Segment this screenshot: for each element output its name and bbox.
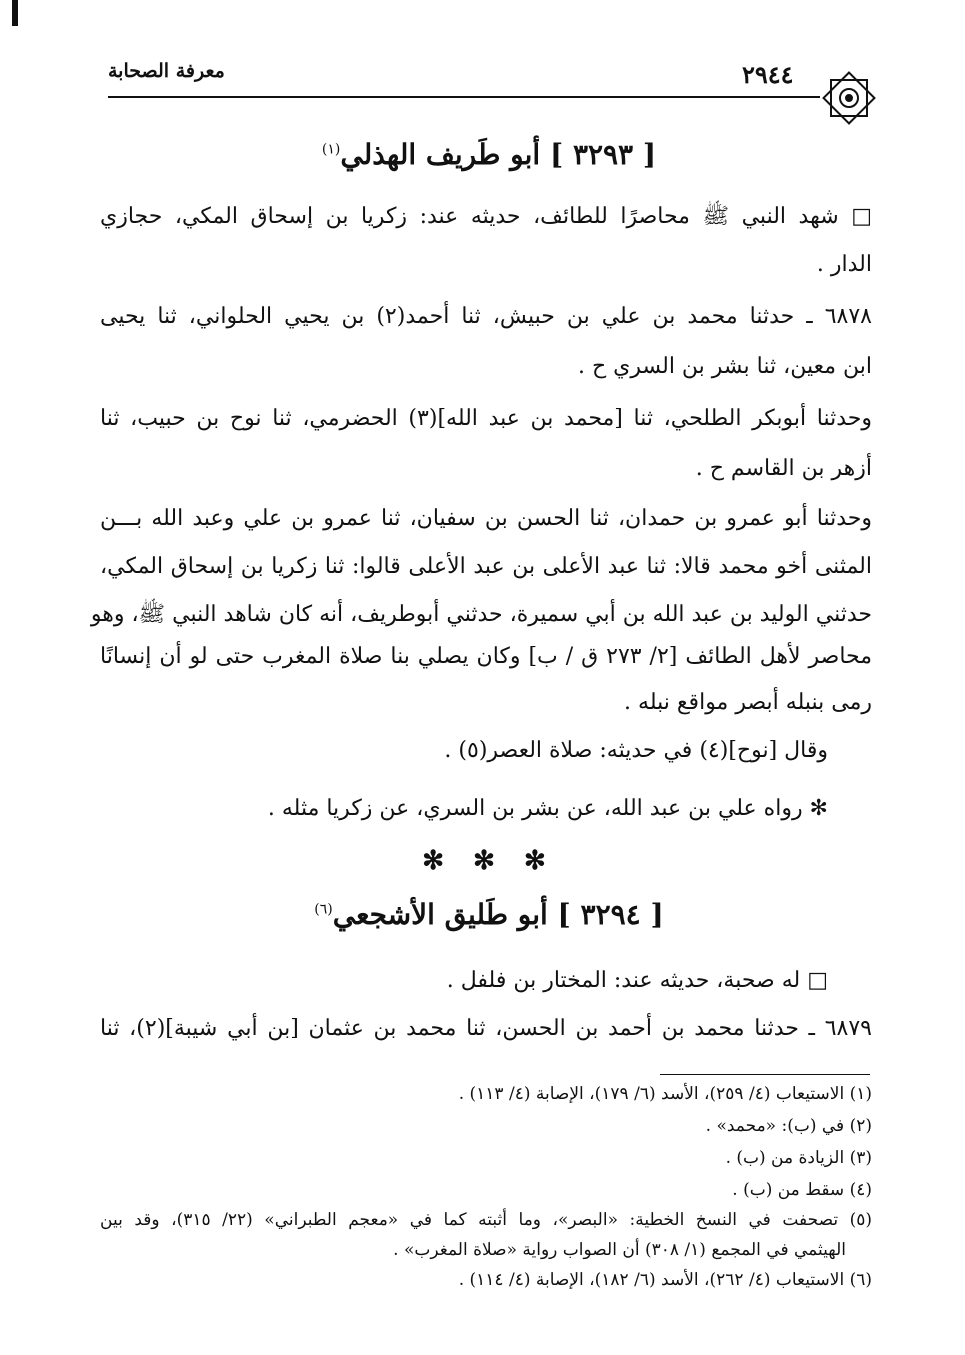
text-line: الدار . [816, 252, 872, 277]
entry-number: [ ٣٢٩٤ ] [557, 898, 664, 931]
text-line: محاصر لأهل الطائف [٢/ ٢٧٣ ق / ب] وكان يصلي بنا صلاة المغرب حتى لو أن إنسانًا [100, 644, 873, 669]
entry-name: أبو طَليق الأشجعي [332, 898, 548, 931]
entry-heading-3294 [108, 898, 870, 931]
entry-number: [ ٣٢٩٣ ] [549, 138, 657, 171]
text-line: ابن معين، ثنا بشر بن السري ح . [577, 354, 872, 379]
text-line: □ شهد النبي ﷺ محاصرًا للطائف، حديثه عند: زكريا بن إسحاق المكي، حجازي [100, 204, 872, 229]
ornament-icon [820, 66, 878, 130]
footnote-rule [660, 1074, 870, 1075]
text-line: ٦٨٧٩ ـ حدثنا محمد بن أحمد بن الحسن، ثنا محمد بن عثمان [بن أبي شيبة](٢)، ثنا [100, 1016, 872, 1041]
text-line: المثنى أخو محمد قالا: ثنا عبد الأعلى بن عبد الأعلى قالوا: ثنا زكريا بن إسحاق المكي، [100, 554, 872, 579]
scan-edge-mark [12, 0, 18, 26]
entry-heading-3293 [108, 138, 870, 171]
entry-name: أبو طَريف الهذلي [340, 138, 541, 171]
footnote-1: (١) الاستيعاب (٤/ ٢٥٩)، الأسد (٦/ ١٧٩)، الإصابة (٤/ ١١٣) . [458, 1084, 872, 1104]
text-line: ٦٨٧٨ ـ حدثنا محمد بن علي بن حبيش، ثنا أحمد(٢) بن يحيي الحلواني، ثنا يحيى [100, 304, 872, 329]
text-line: وحدثنا أبو عمرو بن حمدان، ثنا الحسن بن سفيان، ثنا عمرو بن علي وعبد الله بـــن [100, 506, 872, 531]
text-line: وحدثنا أبوبكر الطلحي، ثنا [محمد بن عبد الله](٣) الحضرمي، ثنا نوح بن حبيب، ثنا [100, 406, 872, 431]
footnote-3: (٣) الزيادة من (ب) . [725, 1148, 872, 1168]
footnote-5-cont: الهيثمي في المجمع (١/ ٣٠٨) أن الصواب رواية «صلاة المغرب» . [393, 1240, 846, 1260]
footnote-6: (٦) الاستيعاب (٤/ ٢٦٢)، الأسد (٦/ ١٨٢)، الإصابة (٤/ ١١٤) . [458, 1270, 872, 1290]
footnote-4: (٤) سقط من (ب) . [732, 1180, 872, 1200]
text-line: ✻ رواه علي بن عبد الله، عن بشر بن السري، عن زكريا مثله . [267, 796, 828, 821]
page-number: ٢٩٤٤ [742, 60, 794, 89]
footnote-5: (٥) تصحفت في النسخ الخطية: «البصر»، وما أثبته كما في «معجم الطبراني» (٢٢/ ٣١٥)، وقد بين [100, 1210, 872, 1230]
section-separator: ✻ ✻ ✻ [422, 846, 556, 876]
text-line: رمى بنبله أبصر مواقع نبله . [624, 690, 872, 715]
footnote-2: (٢) في (ب): «محمد» . [705, 1116, 872, 1136]
text-line: وقال [نوح](٤) في حديثه: صلاة العصر(٥) . [444, 738, 828, 763]
header-rule [108, 96, 820, 98]
footnote-ref: (١) [321, 141, 341, 158]
text-line: حدثني الوليد بن عبد الله بن أبي سميرة، حدثني أبوطريف، أنه كان شاهد النبي ﷺ، وهو [90, 602, 872, 627]
text-line: أزهر بن القاسم ح . [695, 456, 872, 481]
footnote-ref: (٦) [314, 901, 333, 918]
running-title: معرفة الصحابة [108, 60, 225, 82]
text-line: □ له صحبة، حديثه عند: المختار بن فلفل . [446, 968, 828, 993]
